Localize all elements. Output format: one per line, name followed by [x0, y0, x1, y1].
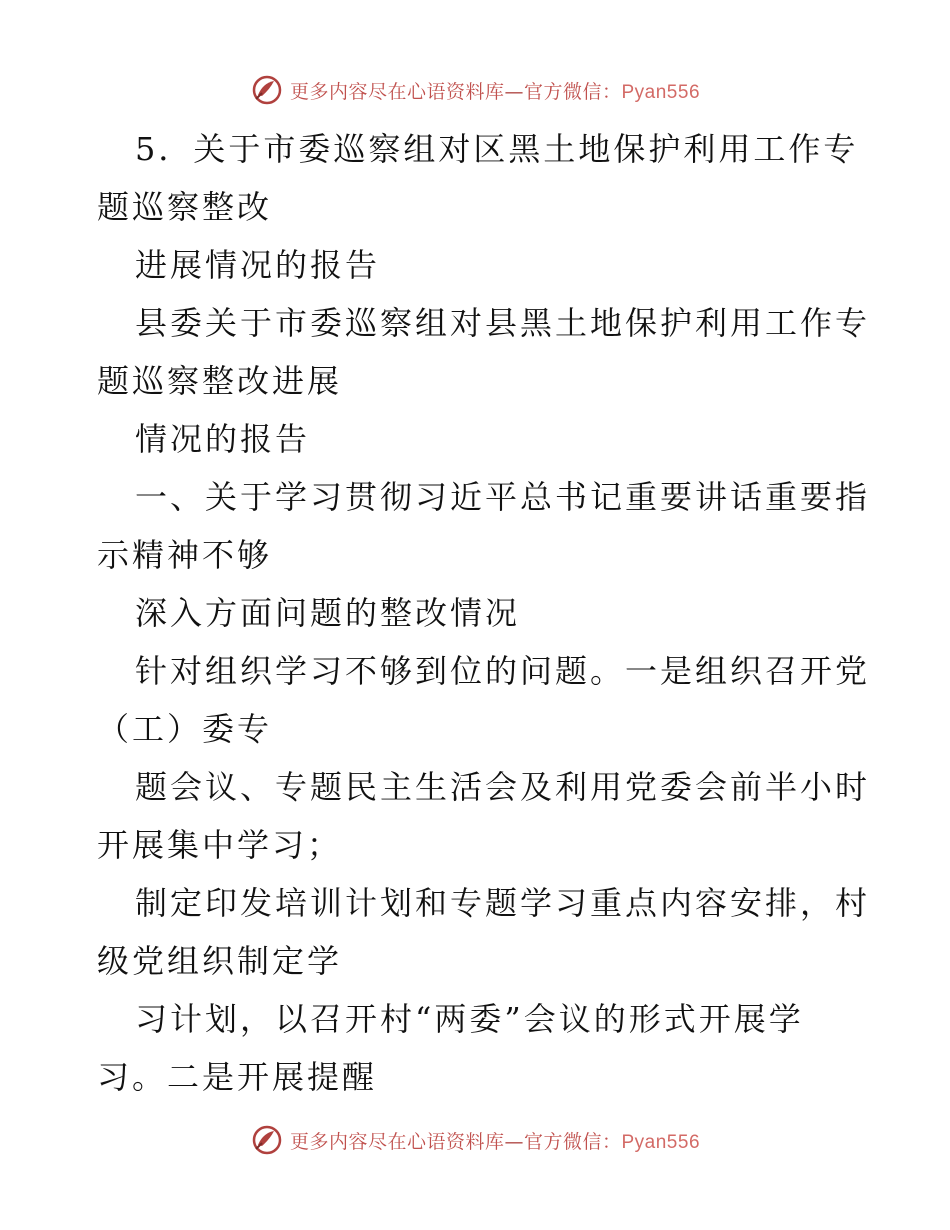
- text-line: 习计划，以召开村“两委”会议的形式开展学: [135, 1000, 804, 1038]
- document-body: [97, 120, 871, 1106]
- text-line: （工）委专: [97, 710, 273, 748]
- watermark-title: 更多内容尽在心语资料库: [289, 1130, 505, 1153]
- text-line: 开展集中学习；: [97, 826, 343, 864]
- text-line: 题会议、专题民主生活会及利用党委会前半小时: [135, 768, 871, 806]
- text-line: 题巡察整改: [97, 188, 273, 226]
- watermark-id: Pyan556: [621, 1131, 701, 1153]
- text-line: 制定印发培训计划和专题学习重点内容安排，村: [135, 884, 871, 922]
- watermark-text: [290, 77, 700, 104]
- text-line: 县委关于市委巡察组对县黑土地保护利用工作专: [135, 304, 871, 342]
- header-watermark: [0, 70, 950, 110]
- text-line: 习。二是开展提醒: [97, 1058, 378, 1096]
- watermark-id: Pyan556: [621, 81, 701, 103]
- watermark-suffix: 官方微信：: [523, 1130, 622, 1153]
- watermark-separator: —: [504, 80, 524, 103]
- footer-watermark: [0, 1120, 950, 1160]
- text-line: 级党组织制定学: [97, 942, 343, 980]
- watermark-text: [290, 1127, 700, 1154]
- watermark-separator: —: [504, 1130, 524, 1153]
- text-line: 5．关于市委巡察组对区黑土地保护利用工作专: [135, 130, 859, 168]
- watermark-title: 更多内容尽在心语资料库: [289, 80, 505, 103]
- watermark-suffix: 官方微信：: [523, 80, 622, 103]
- text-line: 进展情况的报告: [135, 246, 381, 284]
- text-line: 一、关于学习贯彻习近平总书记重要讲话重要指: [135, 478, 871, 516]
- pen-logo-icon: [250, 1123, 284, 1157]
- text-line: 示精神不够: [97, 536, 273, 574]
- text-line: 题巡察整改进展: [97, 362, 343, 400]
- text-line: 针对组织学习不够到位的问题。一是组织召开党: [135, 652, 871, 690]
- text-line: 深入方面问题的整改情况: [135, 594, 521, 632]
- pen-logo-icon: [250, 73, 284, 107]
- text-line: 情况的报告: [135, 420, 311, 458]
